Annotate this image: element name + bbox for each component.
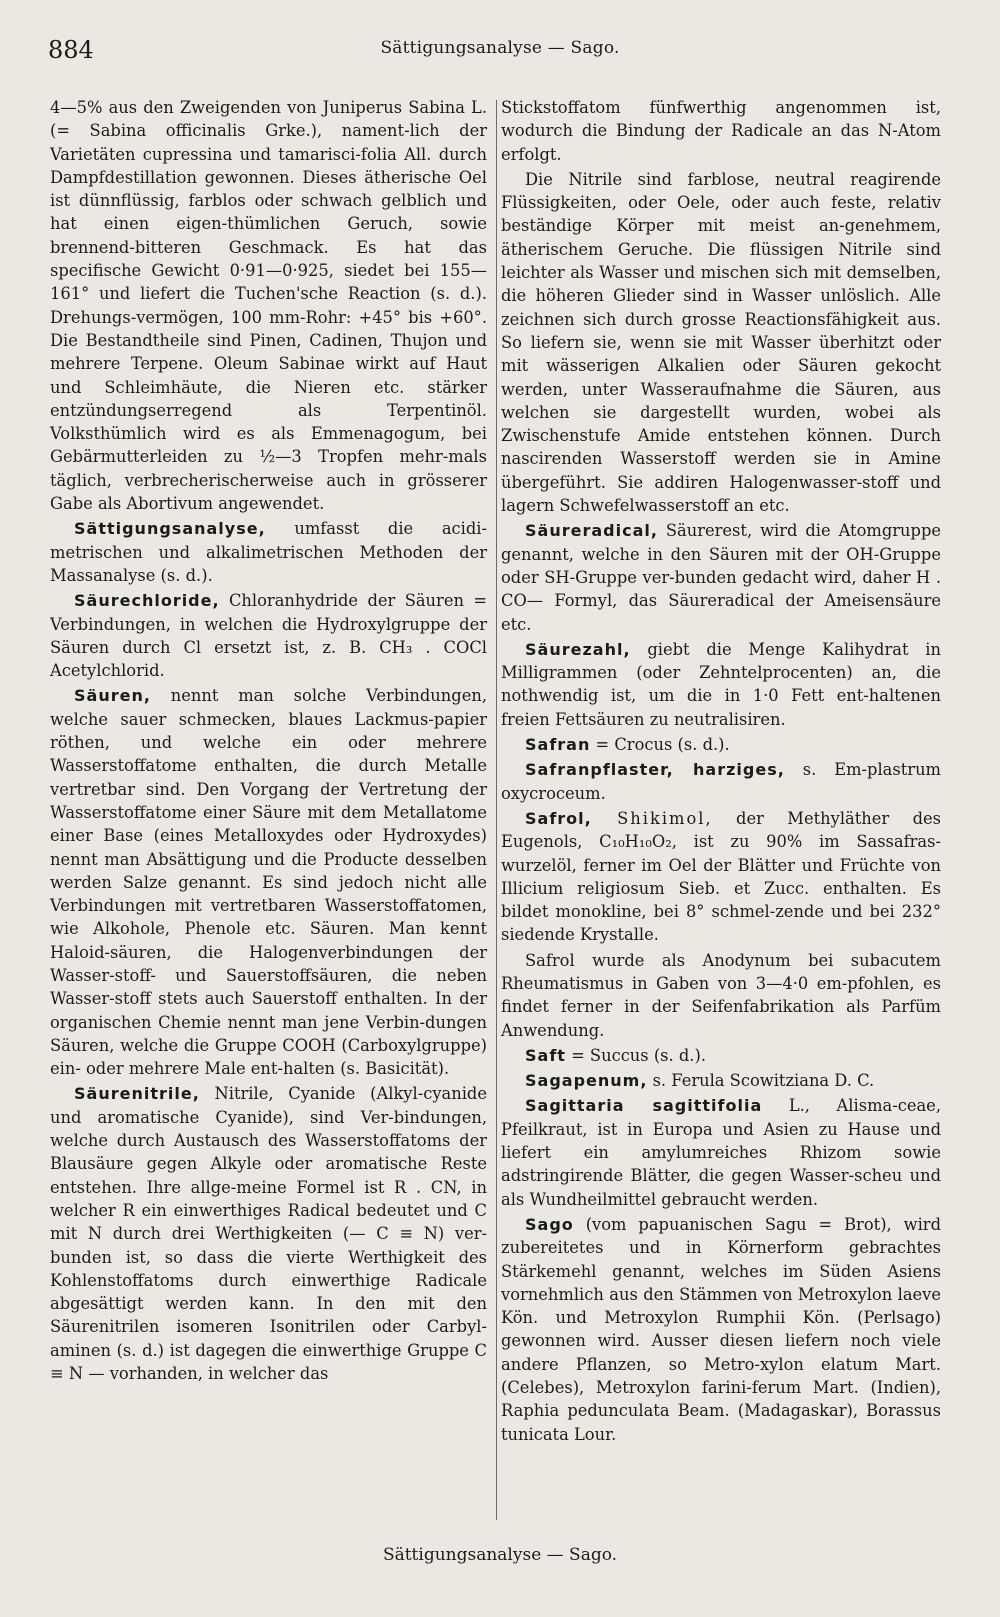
lemma: Säureradical, (525, 521, 658, 541)
lemma: Saft (525, 1045, 566, 1065)
page-footer: Sättigungsanalyse — Sago. (382, 1545, 618, 1565)
lemma: Sagittaria sagittifolia (525, 1096, 763, 1116)
entry-saeurechloride (50, 589, 487, 682)
entry-text: s. Em-plastrum oxycroceum. (501, 760, 941, 803)
entry-text: giebt die Menge Kalihydrat in Milligrammen (oder Zehntelprocenten) an, die nothwendig ist, um die in 1·0 Fett ent-haltenen freien Fettsäuren zu neutralisiren. (501, 639, 941, 729)
entry-text: Chloranhydride der Säuren = Verbindungen, in welchen die Hydroxylgruppe der Säuren durch Cl ersetzt ist, z. B. CH₃ . COCl Acetylchlorid. (50, 591, 487, 681)
entry-text: umfasst die acidi-metrischen und alkalimetrischen Methoden der Massanalyse (s. d.). (50, 519, 487, 585)
entry-text: L., Alisma-ceae, Pfeilkraut, ist in Europa und Asien zu Hause und liefert ein amylumreiches Rhizom sowie adstringirende Blätter, die gegen Wasser-scheu und als Wundheilmittel gebraucht werden. (501, 1096, 941, 1209)
entry-saeureradical (501, 519, 941, 635)
entry-saettigungsanalyse (50, 517, 487, 587)
entry-text: der Methyläther des Eugenols, C₁₀H₁₀O₂, ist zu 90% im Sassafras-wurzelöl, ferner im Oel der Blätter und Früchte von Illicium religiosum Sieb. et Zucc. enthalten. Es bildet monokline, bei 8° schmel-zende und bei 232° siedende Krystalle. (501, 808, 941, 945)
lemma: Sättigungsanalyse, (74, 519, 266, 539)
lemma: Safrol, (525, 808, 592, 828)
lemma: Säurechloride, (74, 591, 220, 611)
running-head: Sättigungsanalyse — Sago. (380, 38, 620, 58)
lemma: Safran (525, 735, 591, 755)
entry-text: s. Ferula Scowitziana D. C. (647, 1071, 875, 1091)
entry-saeurenitrile (50, 1082, 487, 1385)
entry-text: = Succus (s. d.). (565, 1045, 707, 1065)
entry-text: Nitrile, Cyanide (Alkyl-cyanide und aromatische Cyanide), sind Ver-bindungen, welche durch Austausch des Wasserstoffatoms der Blausäure gegen Alkyle oder aromatische Reste entstehen. Ihre allge-meine Formel ist R . CN, in welcher R ein einwerthiges Radical bedeutet und C mit N durch drei Werthigkeiten (— C ≡ N) ver-bunden ist, so dass die vierte Werthigkeit des Kohlenstoffatoms durch einwerthige Radicale abgesättigt werden kann. In den mit den Säurenitrilen isomeren Isonitrilen oder Carbyl-aminen (s. d.) ist dagegen die einwerthige Gruppe C ≡ N — vorhanden, in welcher das (50, 1084, 487, 1384)
entry-continuation: 4—5% aus den Zweigenden von Juniperus Sabina L. (= Sabina officinalis Grke.), nament-lich der Varietäten cupressina und tamarisci-folia All. durch Dampfdestillation gewonnen. Dieses ätherische Oel ist dünnflüssig, farblos oder schwach gelblich und hat einen eigen-thümlichen Geruch, sowie brennend-bitteren Geschmack. Es hat das specifische Gewicht 0·91—0·925, siedet bei 155—161° und liefert die Tuchen'sche Reaction (s. d.). Drehungs-vermögen, 100 mm-Rohr: +45° bis +60°. Die Bestandtheile sind Pinen, Cadinen, Thujon und mehrere Terpene. Oleum Sabinae wirkt auf Haut und Schleimhäute, die Nieren etc. stärker entzündungserregend als Terpentinöl. Volksthümlich wird es als Emmenagogum, bei Gebärmutterleiden zu ½—3 Tropfen mehr-mals täglich, verbrecherischerweise auch in grösserer Gabe als Abortivum angewendet. (50, 98, 487, 514)
lemma: Sago (525, 1214, 574, 1234)
entry-saeurezahl (501, 638, 941, 731)
entry-safranpflaster (501, 758, 941, 805)
lemma: Säurenitrile, (74, 1084, 200, 1104)
entry-safrol (501, 807, 941, 947)
paragraph: Die Nitrile sind farblose, neutral reagirende Flüssigkeiten, oder Oele, oder auch feste, relativ beständige Körper mit meist an-genehmem, ätherischem Geruche. Die flüssigen Nitrile sind leichter als Wasser und mischen sich mit demselben, die höheren Glieder sind in Wasser unlöslich. Alle zeichnen sich durch grosse Reactionsfähigkeit aus. So liefern sie, wenn sie mit Wasser überhitzt oder mit wässerigen Alkalien oder Säuren gekocht werden, unter Wasseraufnahme die Säuren, aus welchen sie dargestellt wurden, wobei als Zwischenstufe Amide entstehen können. Durch nascirenden Wasserstoff werden sie in Amine übergeführt. Sie addiren Halogenwasser-stoff und lagern Schwefelwasserstoff an etc. (501, 169, 941, 516)
entry-saft (501, 1044, 941, 1067)
lemma: Sagapenum, (525, 1071, 648, 1091)
synonym: Shikimol, (591, 808, 713, 828)
column-divider (496, 100, 497, 1520)
entry-text: nennt man solche Verbindungen, welche sauer schmecken, blaues Lackmus-papier röthen, und welche ein oder mehrere Wasserstoffatome enthalten, die durch Metalle vertretbar sind. Den Vorgang der Vertretung der Wasserstoffatome einer Säure mit dem Metallatome einer Base (eines Metalloxydes oder Hydroxydes) nennt man Absättigung und die Producte desselben werden Salze genannt. Es sind jedoch nicht alle Verbindungen mit vertretbaren Wasserstoffatomen, wie Alkohole, Phenole etc. Säuren. Man kennt Haloid-säuren, die Halogenverbindungen der Wasser-stoff- und Sauerstoffsäuren, die neben Wasser-stoff stets auch Sauerstoff enthalten. In der organischen Chemie nennt man jene Verbin-dungen Säuren, welche die Gruppe COOH (Carboxylgruppe) ein- oder mehrere Male ent-halten (s. Basicität). (50, 686, 487, 1079)
entry-sagittaria (501, 1094, 941, 1210)
page-number: 884 (48, 36, 94, 64)
entry-sago (501, 1213, 941, 1446)
entry-text: (vom papuanischen Sagu = Brot), wird zubereitetes und in Körnerform gebrachtes Stärkemehl genannt, welches im Süden Asiens vornehmlich aus den Stämmen von Metroxylon laeve Kön. und Metroxylon Rumphii Kön. (Perlsago) gewonnen wird. Ausser diesen liefern noch viele andere Pflanzen, so Metro-xylon elatum Mart. (Celebes), Metroxylon farini-ferum Mart. (Indien), Raphia pedunculata Beam. (Madagaskar), Borassus tunicata Lour. (501, 1214, 941, 1444)
entry-continuation: Stickstoffatom fünfwerthig angenommen ist, wodurch die Bindung der Radicale an das N-Atom erfolgt. (501, 98, 941, 164)
entry-sagapenum (501, 1069, 941, 1092)
lemma: Safranpflaster, harziges, (525, 760, 785, 780)
lemma: Säuren, (74, 686, 151, 706)
left-column (50, 96, 487, 1387)
paragraph: Safrol wurde als Anodynum bei subacutem Rheumatismus in Gaben von 3—4·0 em-pfohlen, es findet ferner in der Seifenfabrikation als Parfüm Anwendung. (501, 950, 941, 1040)
entry-text: = Crocus (s. d.). (590, 735, 730, 755)
lemma: Säurezahl, (525, 639, 631, 659)
right-column (501, 96, 941, 1448)
entry-safran (501, 733, 941, 756)
entry-text: Säurerest, wird die Atomgruppe genannt, welche in den Säuren mit der OH-Gruppe oder SH-Gruppe ver-bunden gedacht wird, daher H . CO— Formyl, das Säureradical der Ameisensäure etc. (501, 521, 941, 634)
entry-saeuren (50, 684, 487, 1080)
